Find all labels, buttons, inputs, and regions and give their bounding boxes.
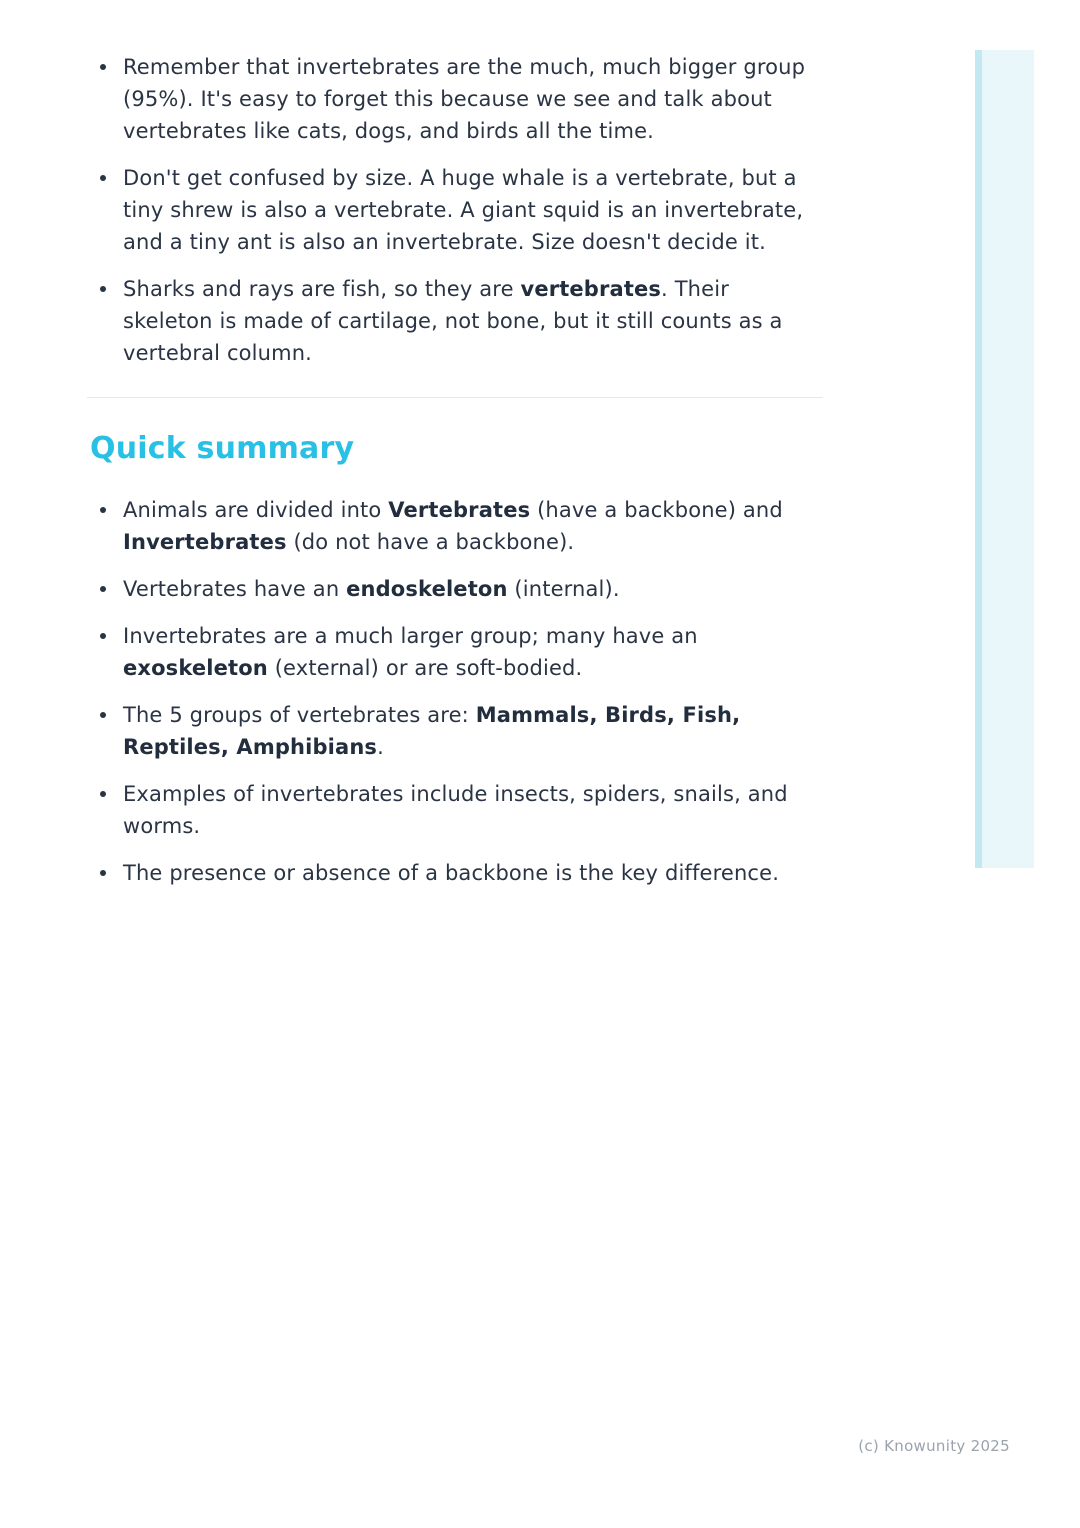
- bullet-item: [87, 162, 823, 258]
- bullet-item: [87, 273, 823, 369]
- bold-text-segment: exoskeleton: [123, 656, 268, 680]
- content-area: [87, 51, 823, 889]
- text-segment: (do not have a backbone).: [286, 530, 575, 554]
- bullet-dot-icon: [100, 633, 106, 639]
- bullet-item: [87, 620, 823, 684]
- text-segment: . Their skeleton is made of cartilage, not bone, but it still counts as a vertebral column.: [123, 277, 783, 365]
- bullet-dot-icon: [100, 791, 106, 797]
- notes-bullet-list: [87, 51, 823, 369]
- bold-text-segment: Invertebrates: [123, 530, 287, 554]
- bold-text-segment: Vertebrates: [388, 498, 531, 522]
- text-segment: .: [377, 735, 384, 759]
- section-divider: [87, 397, 823, 398]
- text-segment: The 5 groups of vertebrates are:: [123, 703, 476, 727]
- bold-text-segment: endoskeleton: [346, 577, 508, 601]
- bold-text-segment: Mammals, Birds, Fish, Reptiles, Amphibians: [123, 703, 741, 759]
- text-segment: Vertebrates have an: [123, 577, 347, 601]
- text-segment: Examples of invertebrates include insects, spiders, snails, and worms.: [123, 782, 788, 838]
- quick-summary-heading: Quick summary: [90, 431, 355, 466]
- text-segment: (internal).: [507, 577, 620, 601]
- text-segment: (external) or are soft-bodied.: [267, 656, 583, 680]
- bullet-item: [87, 51, 823, 147]
- text-segment: Sharks and rays are fish, so they are: [123, 277, 521, 301]
- text-segment: Remember that invertebrates are the much, much bigger group (95%). It's easy to forget this because we see and talk about vertebrates like cats, dogs, and birds all the time.: [123, 55, 806, 143]
- bullet-dot-icon: [100, 286, 106, 292]
- bullet-item: [87, 573, 823, 605]
- bullet-item: [87, 699, 823, 763]
- summary-bullet-list: [87, 494, 823, 889]
- bold-text-segment: vertebrates: [520, 277, 662, 301]
- bullet-item: [87, 857, 823, 889]
- text-segment: Invertebrates are a much larger group; many have an: [123, 624, 698, 648]
- bullet-dot-icon: [100, 507, 106, 513]
- text-segment: (have a backbone) and: [530, 498, 783, 522]
- bullet-dot-icon: [100, 586, 106, 592]
- text-segment: The presence or absence of a backbone is the key difference.: [123, 861, 780, 885]
- text-segment: Don't get confused by size. A huge whale is a vertebrate, but a tiny shrew is also a vertebrate. A giant squid is an invertebrate, and a tiny ant is also an invertebrate. Size doesn't decide it.: [123, 166, 804, 254]
- bullet-dot-icon: [100, 64, 106, 70]
- right-accent-panel: [975, 50, 1034, 868]
- bullet-dot-icon: [100, 712, 106, 718]
- text-segment: Animals are divided into: [123, 498, 389, 522]
- bullet-item: [87, 778, 823, 842]
- bullet-dot-icon: [100, 175, 106, 181]
- bullet-item: [87, 494, 823, 558]
- copyright-footer: (c) Knowunity 2025: [858, 1437, 1010, 1455]
- bullet-dot-icon: [100, 870, 106, 876]
